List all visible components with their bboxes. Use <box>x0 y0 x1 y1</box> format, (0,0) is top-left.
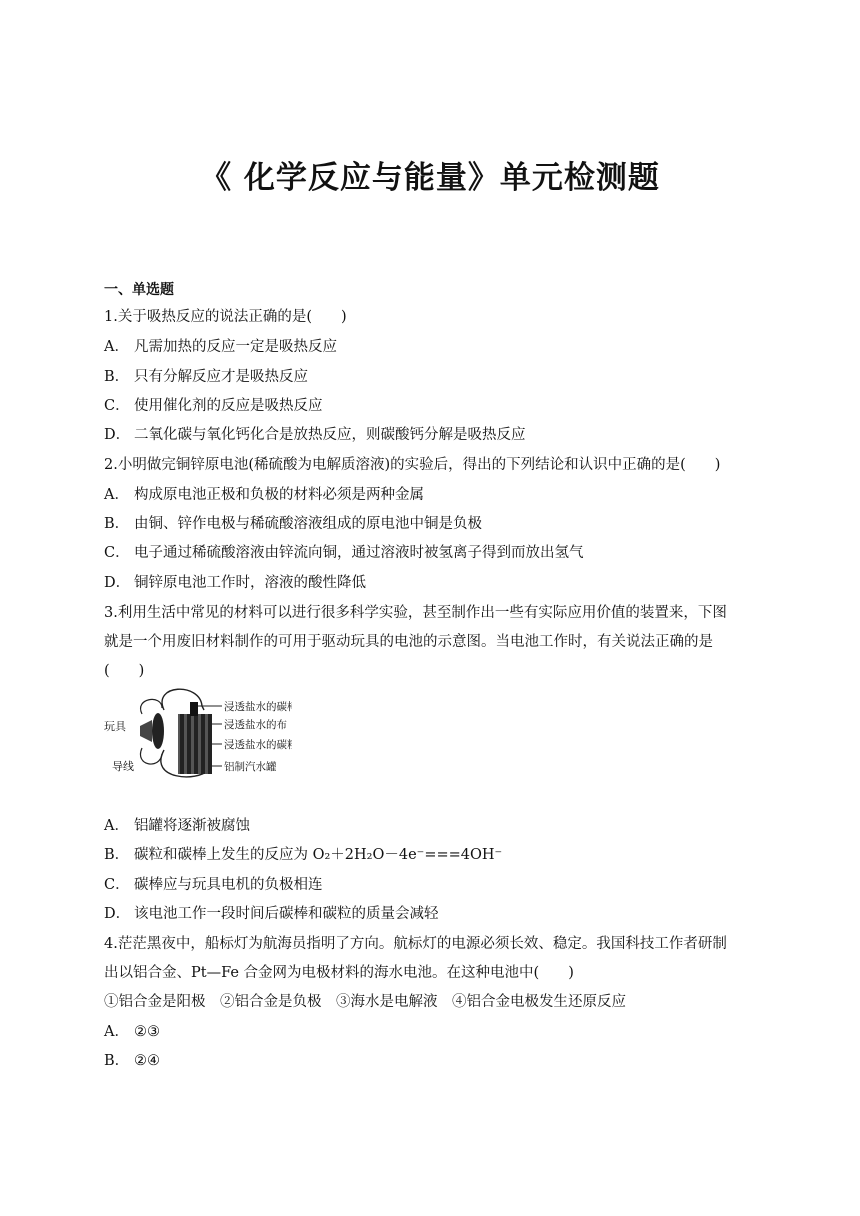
option-key: A． <box>104 1024 129 1040</box>
wire-label: 导线 <box>112 760 134 773</box>
option-key: A． <box>104 339 129 355</box>
option-key: C． <box>104 398 130 414</box>
page-title: 《 化学反应与能量》单元检测题 <box>200 160 660 196</box>
carbon-particle-label: 浸透盐水的碳粒 <box>224 739 292 751</box>
carbon-rod-icon <box>190 702 198 716</box>
wire-left-bottom <box>140 748 162 764</box>
option-text: 碳粒和碳棒上发生的反应为 O₂＋2H₂O－4e⁻===4OH⁻ <box>134 847 503 863</box>
question-4-statements: ①铝合金是阳极 ②铝合金是负极 ③海水是电解液 ④铝合金电极发生还原反应 <box>104 994 626 1010</box>
option-key: C． <box>104 877 130 893</box>
aluminum-can-icon <box>178 702 212 774</box>
question-3-stem-line-1: 3.利用生活中常见的材料可以进行很多科学实验，甚至制作出一些有实际应用价值的装置来，下图 <box>104 605 727 621</box>
option-key: B． <box>104 369 130 385</box>
question-2-option-a[interactable] <box>104 485 424 505</box>
option-text: 构成原电池正极和负极的材料必须是两种金属 <box>134 487 424 503</box>
question-2-option-c[interactable] <box>104 543 584 563</box>
battery-diagram <box>104 684 292 780</box>
option-text: 凡需加热的反应一定是吸热反应 <box>134 339 337 355</box>
wire-left-top <box>141 699 162 714</box>
question-3-option-d[interactable] <box>104 904 439 924</box>
question-4-option-b[interactable] <box>104 1051 160 1071</box>
option-text: 该电池工作一段时间后碳棒和碳粒的质量会减轻 <box>134 906 439 922</box>
option-text: ②④ <box>134 1053 160 1069</box>
question-4-stem-line-1: 4.茫茫黑夜中，船标灯为航海员指明了方向。航标灯的电源必须长效、稳定。我国科技工作者研制 <box>104 936 727 952</box>
option-text: 铜锌原电池工作时，溶液的酸性降低 <box>134 575 366 591</box>
question-2-option-b[interactable] <box>104 514 482 534</box>
question-1-option-a[interactable] <box>104 337 337 357</box>
question-1-option-d[interactable] <box>104 425 526 445</box>
option-key: B． <box>104 516 130 532</box>
option-key: D． <box>104 427 131 443</box>
question-2-stem: 2.小明做完铜锌原电池(稀硫酸为电解质溶液)的实验后，得出的下列结论和认识中正确的是( ) <box>104 457 721 473</box>
question-2-option-d[interactable] <box>104 573 366 593</box>
can-label: 铝制汽水罐 <box>224 761 277 773</box>
question-4-option-a[interactable] <box>104 1022 160 1042</box>
option-key: C． <box>104 545 130 561</box>
option-text: ②③ <box>134 1024 160 1040</box>
question-4-stem-line-2: 出以铝合金、Pt—Fe 合金网为电极材料的海水电池。在这种电池中( ) <box>104 965 574 981</box>
question-3-option-c[interactable] <box>104 875 323 895</box>
question-1-stem: 1.关于吸热反应的说法正确的是( ) <box>104 309 347 325</box>
toy-label: 玩具 <box>104 720 126 733</box>
question-1-option-c[interactable] <box>104 396 323 416</box>
toy-motor-icon <box>140 713 164 749</box>
option-text: 碳棒应与玩具电机的负极相连 <box>134 877 323 893</box>
option-key: B． <box>104 1053 130 1069</box>
option-key: B． <box>104 847 130 863</box>
cloth-label: 浸透盐水的布 <box>224 719 287 731</box>
battery-diagram-svg <box>104 684 292 780</box>
question-3-stem-line-2: 就是一个用废旧材料制作的可用于驱动玩具的电池的示意图。当电池工作时，有关说法正确的是 <box>104 634 713 650</box>
question-3-option-b[interactable] <box>104 845 502 865</box>
carbon-rod-label: 浸透盐水的碳棒 <box>224 701 292 713</box>
option-text: 电子通过稀硫酸溶液由锌流向铜，通过溶液时被氢离子得到而放出氢气 <box>134 545 584 561</box>
section-heading: 一、单选题 <box>104 282 174 298</box>
option-key: A． <box>104 818 129 834</box>
option-key: D． <box>104 575 131 591</box>
option-text: 铝罐将逐渐被腐蚀 <box>134 818 250 834</box>
question-1-option-b[interactable] <box>104 367 308 387</box>
question-3-option-a[interactable] <box>104 816 250 836</box>
option-text: 由铜、锌作电极与稀硫酸溶液组成的原电池中铜是负极 <box>134 516 482 532</box>
option-text: 使用催化剂的反应是吸热反应 <box>134 398 323 414</box>
question-3-stem-line-3: ( ) <box>104 663 145 679</box>
option-text: 二氧化碳与氧化钙化合是放热反应，则碳酸钙分解是吸热反应 <box>134 427 526 443</box>
option-key: A． <box>104 487 129 503</box>
option-text: 只有分解反应才是吸热反应 <box>134 369 308 385</box>
option-key: D． <box>104 906 131 922</box>
